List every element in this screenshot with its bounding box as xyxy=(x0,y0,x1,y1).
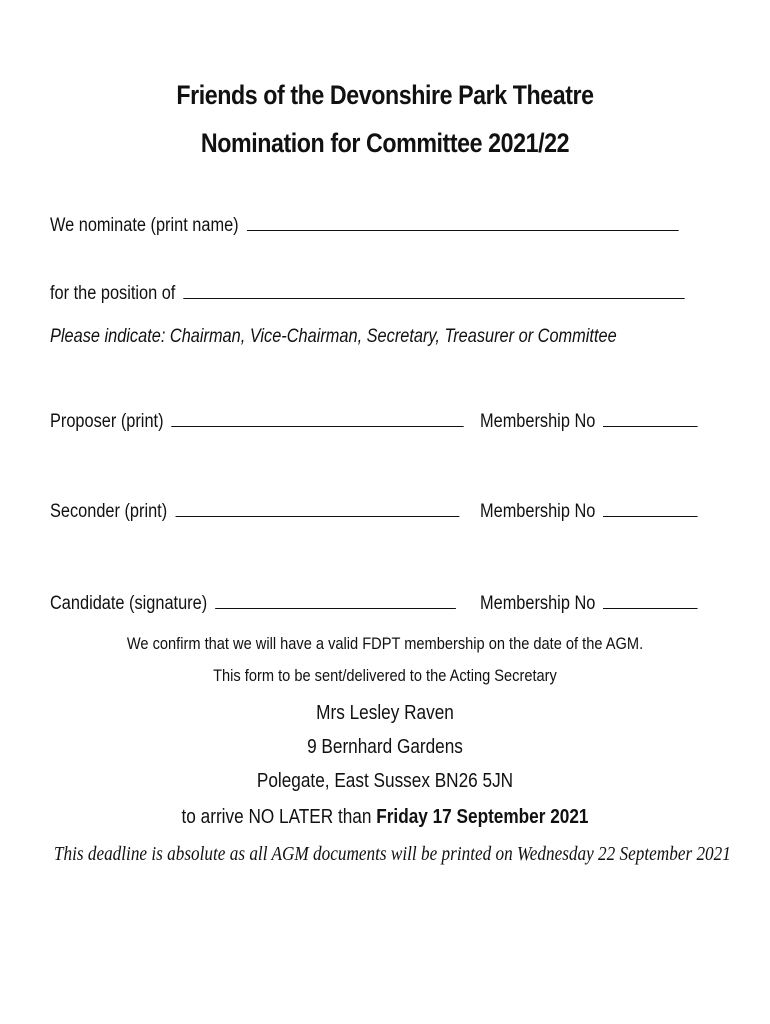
form-subtitle: Nomination for Committee 2021/22 xyxy=(200,128,570,158)
form-title: Friends of the Devonshire Park Theatre xyxy=(176,80,594,110)
address-street: 9 Bernhard Gardens xyxy=(307,736,463,758)
seconder-label: Seconder (print) xyxy=(50,501,168,522)
address-name: Mrs Lesley Raven xyxy=(316,702,454,724)
nominee-label: We nominate (print name) xyxy=(50,215,239,236)
seconder-membership-field[interactable] xyxy=(603,500,698,517)
seconder-membership xyxy=(480,500,698,523)
position-note: Please indicate: Chairman, Vice-Chairman, Secretary, Treasurer or Committee xyxy=(50,326,617,347)
address-town: Polegate, East Sussex BN26 5JN xyxy=(256,770,514,792)
candidate-label: Candidate (signature) xyxy=(50,593,208,614)
proposer-label: Proposer (print) xyxy=(50,411,164,432)
candidate-row xyxy=(50,592,456,615)
seconder-name-field[interactable] xyxy=(175,500,459,517)
candidate-signature-field[interactable] xyxy=(215,592,456,609)
candidate-membership-field[interactable] xyxy=(603,592,698,609)
send-instruction: This form to be sent/delivered to the Acting Secretary xyxy=(213,666,557,685)
proposer-name-field[interactable] xyxy=(172,410,464,427)
proposer-membership-field[interactable] xyxy=(603,410,698,427)
proposer-row xyxy=(50,410,464,433)
arrival-prefix: to arrive NO LATER than xyxy=(181,806,372,828)
proposer-membership-label: Membership No xyxy=(480,411,596,432)
position-row xyxy=(50,282,685,305)
candidate-membership xyxy=(480,592,698,615)
arrival-date: Friday 17 September 2021 xyxy=(376,806,589,828)
nominee-row xyxy=(50,214,678,237)
seconder-membership-label: Membership No xyxy=(480,501,596,522)
candidate-membership-label: Membership No xyxy=(480,593,596,614)
proposer-membership xyxy=(480,410,698,433)
seconder-row xyxy=(50,500,459,523)
nominee-name-field[interactable] xyxy=(247,214,679,231)
position-field[interactable] xyxy=(183,282,684,299)
confirm-text: We confirm that we will have a valid FDPT membership on the date of the AGM. xyxy=(126,634,644,653)
position-label: for the position of xyxy=(50,283,176,304)
arrival-deadline xyxy=(54,806,716,829)
deadline-note: This deadline is absolute as all AGM documents will be printed on Wednesday 22 September 2021 xyxy=(53,843,731,865)
